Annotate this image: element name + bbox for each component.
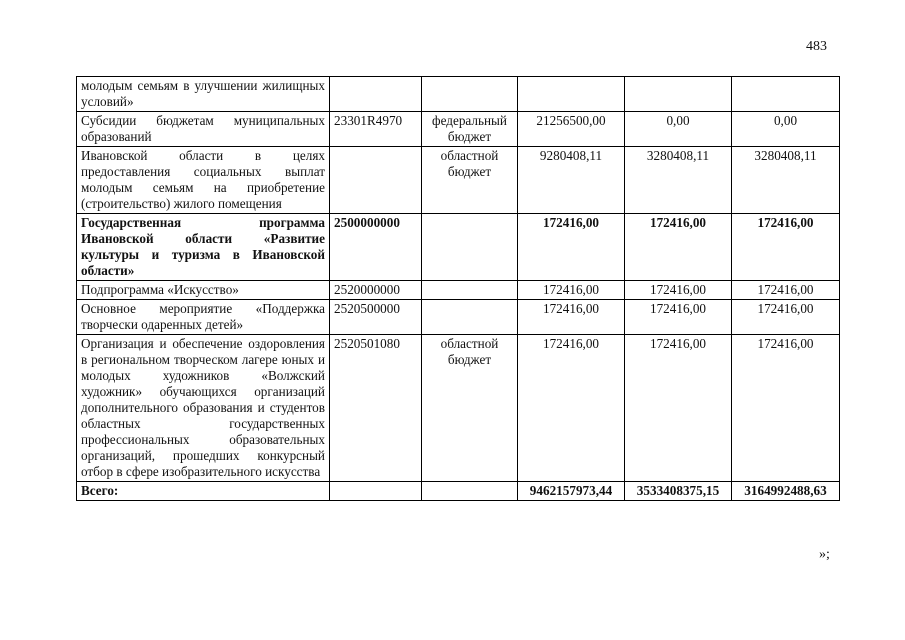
row-value-3-cell xyxy=(732,77,840,112)
row-source-cell xyxy=(422,300,518,335)
row-code-cell xyxy=(330,147,422,214)
row-value-2-cell: 0,00 xyxy=(625,112,732,147)
table-row xyxy=(77,147,840,214)
row-value-1-cell: 9462157973,44 xyxy=(518,482,625,501)
row-code-cell: 2520500000 xyxy=(330,300,422,335)
row-value-2-cell: 172416,00 xyxy=(625,214,732,281)
table-row xyxy=(77,281,840,300)
row-value-1-cell: 172416,00 xyxy=(518,300,625,335)
row-value-1-cell: 21256500,00 xyxy=(518,112,625,147)
row-code-cell: 23301R4970 xyxy=(330,112,422,147)
row-source-cell xyxy=(422,77,518,112)
row-value-3-cell: 172416,00 xyxy=(732,300,840,335)
row-value-2-cell: 3280408,11 xyxy=(625,147,732,214)
row-value-2-cell xyxy=(625,77,732,112)
row-name-cell: молодым семьям в улучшении жилищных условий» xyxy=(77,77,330,112)
row-code-cell xyxy=(330,77,422,112)
table-row xyxy=(77,77,840,112)
row-source-cell: федеральный бюджет xyxy=(422,112,518,147)
row-name-cell: Субсидии бюджетам муниципальных образований xyxy=(77,112,330,147)
row-source-cell: областной бюджет xyxy=(422,147,518,214)
table-row xyxy=(77,214,840,281)
row-source-cell: областной бюджет xyxy=(422,335,518,482)
row-name-cell: Организация и обеспечение оздоровления в региональном творческом лагере юных и молодых художников «Волжский художник» обучающихся организаций дополнительного образования и студентов областных государственных профессиональных образовательных организаций, прошедших конкурсный отбор в сфере изобразительного искусства xyxy=(77,335,330,482)
row-value-2-cell: 172416,00 xyxy=(625,281,732,300)
row-value-2-cell: 172416,00 xyxy=(625,335,732,482)
row-value-2-cell: 172416,00 xyxy=(625,300,732,335)
row-value-3-cell: 172416,00 xyxy=(732,335,840,482)
row-code-cell xyxy=(330,482,422,501)
table-row xyxy=(77,112,840,147)
row-value-1-cell: 172416,00 xyxy=(518,281,625,300)
row-value-3-cell: 172416,00 xyxy=(732,281,840,300)
row-value-3-cell: 172416,00 xyxy=(732,214,840,281)
row-code-cell: 2520501080 xyxy=(330,335,422,482)
table-row xyxy=(77,335,840,482)
row-name-cell: Подпрограмма «Искусство» xyxy=(77,281,330,300)
row-code-cell: 2500000000 xyxy=(330,214,422,281)
row-value-3-cell: 3164992488,63 xyxy=(732,482,840,501)
page-number: 483 xyxy=(806,39,827,54)
row-source-cell xyxy=(422,482,518,501)
row-source-cell xyxy=(422,214,518,281)
closing-mark: »; xyxy=(819,547,830,562)
row-name-cell: Основное мероприятие «Поддержка творчески одаренных детей» xyxy=(77,300,330,335)
table-row xyxy=(77,482,840,501)
row-value-3-cell: 3280408,11 xyxy=(732,147,840,214)
row-value-1-cell: 172416,00 xyxy=(518,335,625,482)
row-value-1-cell xyxy=(518,77,625,112)
row-name-cell: Всего: xyxy=(77,482,330,501)
row-name-cell: Государственная программа Ивановской области «Развитие культуры и туризма в Ивановской области» xyxy=(77,214,330,281)
row-name-cell: Ивановской области в целях предоставления социальных выплат молодым семьям на приобретение (строительство) жилого помещения xyxy=(77,147,330,214)
table-row xyxy=(77,300,840,335)
row-source-cell xyxy=(422,281,518,300)
budget-table xyxy=(76,76,840,501)
row-value-2-cell: 3533408375,15 xyxy=(625,482,732,501)
row-code-cell: 2520000000 xyxy=(330,281,422,300)
row-value-1-cell: 172416,00 xyxy=(518,214,625,281)
row-value-3-cell: 0,00 xyxy=(732,112,840,147)
row-value-1-cell: 9280408,11 xyxy=(518,147,625,214)
